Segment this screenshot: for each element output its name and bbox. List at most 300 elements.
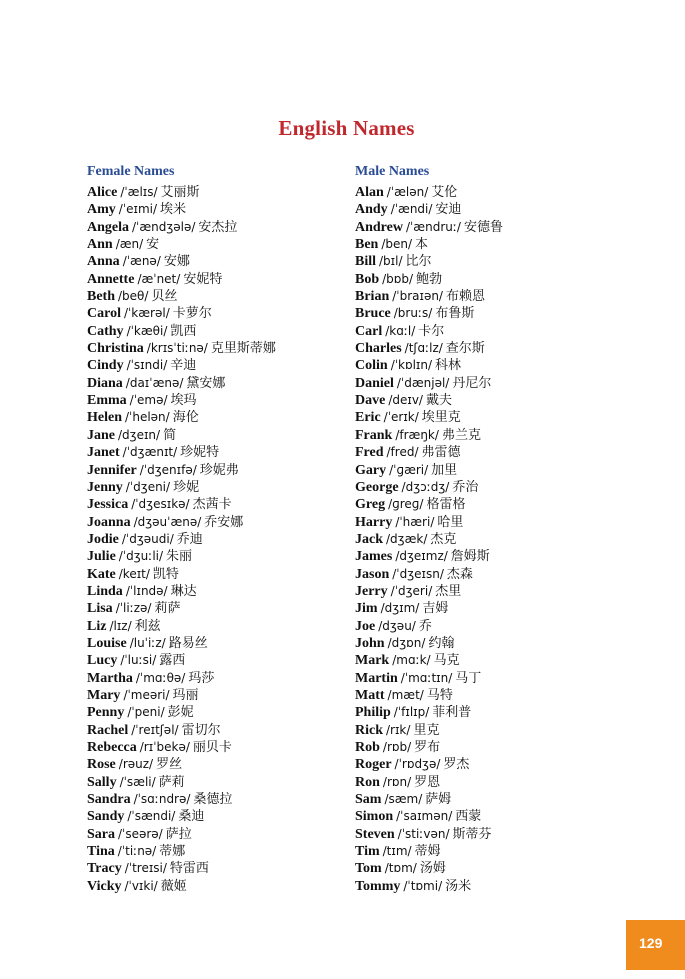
name-chinese: 萨莉 (158, 774, 185, 790)
name-entry (355, 704, 503, 721)
name-entry (355, 444, 503, 461)
name-chinese: 珍妮特 (180, 445, 220, 461)
name-chinese: 斯蒂芬 (452, 826, 492, 842)
name-word: Rachel (87, 722, 129, 738)
name-pronunciation: /dʒɒn/ (387, 635, 426, 650)
name-word: Philip (355, 705, 391, 721)
name-entry (355, 236, 503, 253)
name-pronunciation: /bruːs/ (393, 306, 433, 321)
name-pronunciation: /ˈdænjəl/ (396, 375, 450, 390)
name-chinese: 艾丽斯 (160, 185, 200, 200)
name-chinese: 杰茜卡 (192, 497, 232, 513)
name-chinese: 安娜 (163, 254, 190, 270)
name-entry (87, 826, 276, 843)
name-entry (87, 462, 276, 479)
name-pronunciation: /ˈtɒmi/ (403, 878, 443, 893)
name-pronunciation: /ˈdʒeni/ (125, 479, 171, 494)
name-word: Sandy (87, 809, 125, 825)
name-pronunciation: /mɑːk/ (392, 653, 431, 668)
male-names-list (355, 184, 503, 895)
female-names-list (87, 184, 276, 895)
name-entry (355, 808, 503, 825)
name-pronunciation: /ˈkærəl/ (123, 306, 170, 321)
name-word: Rick (355, 722, 383, 738)
name-entry (355, 288, 503, 305)
name-entry (355, 843, 503, 860)
name-chinese: 罗杰 (443, 757, 470, 773)
name-entry (87, 791, 276, 808)
name-chinese: 乔安娜 (204, 514, 244, 530)
name-word: Jerry (355, 583, 388, 599)
name-word: Jane (87, 427, 115, 443)
name-word: Simon (355, 809, 394, 825)
name-entry (87, 288, 276, 305)
name-word: Sally (87, 774, 117, 790)
name-pronunciation: /ˈdʒenɪfə/ (139, 462, 197, 477)
name-pronunciation: /æn/ (115, 237, 144, 252)
name-entry (87, 548, 276, 565)
name-chinese: 利兹 (134, 618, 161, 634)
name-chinese: 琳达 (170, 583, 197, 599)
name-word: Emma (87, 393, 127, 409)
name-chinese: 吉姆 (422, 601, 449, 617)
name-entry (355, 860, 503, 877)
name-entry (87, 357, 276, 374)
name-entry (355, 652, 503, 669)
name-chinese: 里克 (413, 722, 440, 738)
name-chinese: 罗丝 (156, 757, 183, 773)
name-chinese: 桑迪 (178, 809, 205, 825)
name-pronunciation: /dʒɪm/ (380, 601, 420, 616)
name-chinese: 杰克 (430, 531, 457, 547)
name-pronunciation: /ˈpeni/ (127, 705, 165, 720)
name-entry (87, 722, 276, 739)
name-word: Tina (87, 844, 115, 860)
name-chinese: 彭妮 (167, 705, 194, 721)
name-word: Julie (87, 549, 116, 565)
name-word: Diana (87, 375, 123, 391)
name-word: Joanna (87, 514, 131, 530)
name-chinese: 罗布 (414, 740, 441, 755)
name-entry (355, 548, 503, 565)
name-pronunciation: /dʒəuˈænə/ (133, 514, 202, 529)
name-entry (355, 184, 503, 201)
name-pronunciation: /ˈliːzə/ (115, 601, 152, 616)
name-pronunciation: /ˈændʒələ/ (132, 219, 196, 234)
name-word: Ann (87, 237, 113, 253)
name-pronunciation: /ˈeɪmi/ (118, 202, 158, 217)
name-pronunciation: /mæt/ (387, 687, 424, 702)
name-entry (87, 236, 276, 253)
name-chinese: 雷切尔 (181, 722, 221, 738)
name-pronunciation: /ˈvɪki/ (124, 878, 158, 893)
name-entry (87, 392, 276, 409)
name-word: Alan (355, 185, 384, 200)
name-pronunciation: /ˈsændi/ (127, 809, 176, 824)
name-chinese: 詹姆斯 (450, 549, 490, 565)
name-chinese: 卡萝尔 (172, 306, 212, 322)
name-entry (355, 392, 503, 409)
name-entry (355, 340, 503, 357)
name-chinese: 安杰拉 (198, 219, 238, 235)
name-word: Ron (355, 774, 380, 790)
name-entry (355, 878, 503, 895)
name-chinese: 弗雷德 (421, 445, 461, 461)
name-entry (87, 687, 276, 704)
name-pronunciation: /ˈbraɪən/ (392, 289, 443, 304)
name-pronunciation: /rəuz/ (118, 757, 154, 772)
name-chinese: 桑德拉 (193, 792, 233, 808)
name-chinese: 安 (146, 237, 160, 253)
name-entry (355, 375, 503, 392)
name-pronunciation: /sæm/ (384, 792, 423, 807)
page-title: English Names (278, 116, 415, 140)
name-entry (87, 652, 276, 669)
name-word: Tom (355, 861, 382, 877)
name-entry (87, 808, 276, 825)
name-word: Mark (355, 653, 390, 669)
name-pronunciation: /ˈsɑːndrə/ (133, 792, 191, 807)
name-pronunciation: /fred/ (386, 445, 419, 460)
name-word: Helen (87, 410, 122, 426)
name-pronunciation: /tʃɑːlz/ (404, 341, 443, 356)
name-chinese: 弗兰克 (441, 427, 481, 443)
name-entry (355, 462, 503, 479)
name-chinese: 路易丝 (168, 635, 208, 651)
name-entry (87, 739, 276, 756)
name-pronunciation: /ˈrɒdʒə/ (394, 757, 441, 772)
male-names-column (355, 162, 503, 895)
name-pronunciation: /ɡreɡ/ (388, 497, 424, 512)
name-pronunciation: /ˈhelən/ (125, 410, 170, 425)
name-entry (87, 427, 276, 444)
name-chinese: 辛迪 (170, 358, 197, 374)
name-word: Louise (87, 635, 127, 651)
name-entry (355, 739, 503, 756)
name-word: Colin (355, 358, 388, 374)
name-chinese: 比尔 (405, 254, 432, 270)
name-word: Sandra (87, 792, 131, 808)
name-entry (87, 271, 276, 288)
page-number-badge (626, 920, 685, 970)
name-chinese: 本 (415, 237, 429, 253)
name-entry (87, 305, 276, 322)
name-entry (355, 219, 503, 236)
name-pronunciation: /daɪˈænə/ (125, 375, 184, 390)
name-entry (87, 618, 276, 635)
name-chinese: 罗恩 (414, 774, 441, 790)
name-word: Brian (355, 289, 390, 305)
name-entry (87, 219, 276, 236)
name-pronunciation: /ˈdʒeɪsn/ (392, 566, 444, 581)
name-word: Penny (87, 705, 125, 721)
name-pronunciation: /ˈkæθi/ (126, 323, 168, 338)
name-word: Vicky (87, 878, 122, 894)
name-pronunciation: /ˈkɒlɪn/ (390, 358, 433, 373)
name-entry (87, 670, 276, 687)
name-word: Janet (87, 445, 120, 461)
name-word: Liz (87, 618, 107, 634)
name-entry (355, 201, 503, 218)
name-chinese: 特雷西 (169, 861, 209, 877)
name-pronunciation: /ˈændi/ (390, 202, 433, 217)
name-word: Jenny (87, 479, 123, 495)
name-entry (87, 375, 276, 392)
name-chinese: 安迪 (435, 202, 462, 218)
name-entry (355, 722, 503, 739)
name-entry (87, 323, 276, 340)
name-pronunciation: /dʒəu/ (378, 618, 416, 633)
name-chinese: 珍妮弗 (199, 462, 239, 478)
name-pronunciation: /ˈdʒeri/ (390, 583, 433, 598)
name-word: Amy (87, 202, 116, 218)
name-pronunciation: /ˈdʒəudi/ (121, 531, 174, 546)
name-entry (87, 479, 276, 496)
name-chinese: 玛丽 (172, 687, 199, 703)
name-word: Martha (87, 670, 133, 686)
name-chinese: 马克 (433, 653, 460, 669)
name-word: Roger (355, 757, 392, 773)
name-word: John (355, 635, 385, 651)
name-word: Steven (355, 826, 395, 842)
name-pronunciation: /ˈseərə/ (118, 826, 163, 841)
name-entry (355, 600, 503, 617)
name-pronunciation: /deɪv/ (388, 393, 423, 408)
name-pronunciation: /ˈændruː/ (405, 219, 461, 234)
name-word: Kate (87, 566, 116, 582)
name-entry (87, 583, 276, 600)
name-entry (87, 201, 276, 218)
name-chinese: 西蒙 (455, 809, 482, 825)
name-chinese: 查尔斯 (445, 341, 485, 357)
name-entry (87, 704, 276, 721)
name-word: Rose (87, 757, 116, 773)
name-pronunciation: /rɪk/ (386, 722, 411, 737)
name-word: Andy (355, 202, 388, 218)
name-word: Gary (355, 462, 387, 478)
name-chinese: 黛安娜 (186, 375, 226, 391)
name-entry (355, 670, 503, 687)
female-names-column (87, 162, 276, 895)
name-chinese: 戴夫 (425, 393, 452, 409)
name-pronunciation: /ˈluːsi/ (120, 653, 157, 668)
name-chinese: 萨姆 (425, 792, 452, 808)
name-pronunciation: /tɪm/ (382, 844, 412, 859)
name-chinese: 安妮特 (183, 271, 223, 287)
name-entry (355, 531, 503, 548)
name-word: Frank (355, 427, 393, 443)
name-word: Mary (87, 687, 121, 703)
name-pronunciation: /lɪz/ (109, 618, 132, 633)
name-entry (355, 618, 503, 635)
name-chinese: 凯特 (152, 566, 179, 582)
name-entry (355, 323, 503, 340)
name-pronunciation: /rɒb/ (382, 740, 412, 754)
name-entry (355, 357, 503, 374)
name-chinese: 马丁 (455, 670, 482, 686)
name-entry (87, 184, 276, 201)
name-pronunciation: /tɒm/ (384, 861, 417, 876)
name-entry (355, 791, 503, 808)
name-word: Ben (355, 237, 379, 253)
name-pronunciation: /ˈsæli/ (119, 774, 156, 789)
name-pronunciation: /ˈænə/ (122, 254, 161, 269)
name-chinese: 哈里 (437, 514, 464, 530)
name-chinese: 埃玛 (170, 393, 197, 409)
name-word: Cathy (87, 323, 124, 339)
name-pronunciation: /ˈlɪndə/ (125, 583, 168, 598)
name-chinese: 简 (163, 427, 177, 443)
name-word: Matt (355, 687, 385, 703)
name-word: Lisa (87, 601, 113, 617)
name-entry (87, 496, 276, 513)
name-word: Bob (355, 271, 380, 287)
name-word: Carl (355, 323, 383, 339)
name-chinese: 薇姬 (160, 878, 187, 894)
name-chinese: 莉萨 (154, 601, 181, 617)
name-word: Andrew (355, 219, 403, 235)
name-chinese: 丹尼尔 (452, 375, 492, 391)
name-entry (87, 600, 276, 617)
name-chinese: 布鲁斯 (435, 306, 475, 322)
name-word: Angela (87, 219, 129, 235)
name-pronunciation: /ˈdʒuːli/ (118, 549, 164, 564)
name-word: Christina (87, 341, 144, 357)
name-word: Charles (355, 341, 402, 357)
name-entry (87, 253, 276, 270)
name-pronunciation: /ˈtiːnə/ (117, 844, 157, 859)
name-word: Linda (87, 583, 123, 599)
name-chinese: 科林 (435, 358, 462, 374)
name-chinese: 贝丝 (151, 289, 178, 305)
name-chinese: 埃里克 (421, 410, 461, 426)
name-pronunciation: /ˈmɑːtɪn/ (400, 670, 453, 685)
name-pronunciation: /ˈtreɪsi/ (124, 861, 167, 876)
name-word: Alice (87, 185, 118, 200)
name-entry (355, 687, 503, 704)
name-pronunciation: /ˈsaɪmən/ (396, 809, 453, 824)
name-word: Beth (87, 289, 115, 305)
name-entry (355, 826, 503, 843)
name-pronunciation: /bɪl/ (379, 254, 403, 269)
name-chinese: 珍妮 (173, 479, 200, 495)
name-word: Cindy (87, 358, 124, 374)
name-pronunciation: /ˈsɪndi/ (126, 358, 168, 373)
name-pronunciation: /ˈstiːvən/ (397, 826, 450, 841)
name-chinese: 乔迪 (176, 531, 203, 547)
name-entry (355, 756, 503, 773)
name-pronunciation: /ˈemə/ (129, 393, 168, 408)
name-pronunciation: /fræŋk/ (395, 427, 439, 442)
name-entry (87, 756, 276, 773)
female-names-heading: Female Names (87, 164, 175, 179)
name-entry (87, 409, 276, 426)
name-chinese: 蒂娜 (159, 844, 186, 860)
name-chinese: 萨拉 (165, 826, 192, 842)
name-chinese: 艾伦 (431, 185, 458, 200)
name-pronunciation: /ˈælɪs/ (120, 185, 158, 199)
name-word: Harry (355, 514, 393, 530)
name-word: Tim (355, 844, 380, 860)
name-entry (87, 340, 276, 357)
name-pronunciation: /ˈhæri/ (395, 514, 435, 529)
name-chinese: 马特 (426, 687, 453, 703)
name-chinese: 乔 (418, 618, 432, 634)
name-word: Tracy (87, 861, 122, 877)
name-entry (355, 427, 503, 444)
name-word: Annette (87, 271, 135, 287)
name-chinese: 埃米 (160, 202, 187, 218)
name-chinese: 汤姆 (419, 861, 446, 877)
name-entry (355, 479, 503, 496)
name-pronunciation: /beθ/ (118, 289, 149, 304)
name-word: Sara (87, 826, 115, 842)
name-chinese: 朱丽 (166, 549, 193, 565)
name-entry (355, 271, 503, 288)
name-chinese: 约翰 (428, 635, 455, 651)
name-word: Bruce (355, 306, 391, 322)
name-word: Greg (355, 497, 386, 513)
name-entry (355, 514, 503, 531)
name-chinese: 玛莎 (188, 670, 215, 686)
name-pronunciation: /keɪt/ (118, 566, 150, 581)
name-word: James (355, 549, 393, 565)
name-word: Eric (355, 410, 381, 426)
name-word: George (355, 479, 399, 495)
name-entry (87, 531, 276, 548)
name-pronunciation: /bɒb/ (382, 271, 414, 286)
name-pronunciation: /luˈiːz/ (129, 635, 166, 650)
name-chinese: 杰森 (446, 566, 473, 582)
name-entry (87, 878, 276, 895)
name-pronunciation: /ˈɡæri/ (389, 462, 429, 477)
name-pronunciation: /dʒæk/ (386, 531, 428, 546)
name-chinese: 安德鲁 (463, 219, 503, 235)
name-chinese: 加里 (431, 462, 458, 478)
name-pronunciation: /ˈerɪk/ (383, 410, 419, 425)
name-word: Jodie (87, 531, 119, 547)
name-pronunciation: /krɪsˈtiːnə/ (146, 341, 208, 356)
name-word: Jessica (87, 497, 129, 513)
name-pronunciation: /dʒeɪmz/ (395, 549, 448, 564)
name-word: Rob (355, 740, 380, 755)
name-chinese: 凯西 (170, 323, 197, 339)
name-entry (87, 774, 276, 791)
name-entry (355, 305, 503, 322)
name-word: Daniel (355, 375, 394, 391)
name-chinese: 菲利普 (432, 705, 472, 721)
name-pronunciation: /ˈfɪlɪp/ (393, 705, 430, 720)
name-pronunciation: /ˈælən/ (386, 185, 429, 199)
name-word: Tommy (355, 878, 401, 894)
name-chinese: 乔治 (452, 479, 479, 495)
name-chinese: 汤米 (445, 878, 472, 894)
name-chinese: 卡尔 (418, 323, 445, 339)
name-word: Jennifer (87, 462, 137, 478)
name-word: Fred (355, 445, 384, 461)
name-entry (87, 566, 276, 583)
name-pronunciation: /ˈdʒænɪt/ (122, 445, 178, 460)
name-entry (355, 774, 503, 791)
name-entry (355, 253, 503, 270)
name-entry (355, 566, 503, 583)
name-pronunciation: /ˈdʒesɪkə/ (131, 497, 190, 512)
name-word: Rebecca (87, 740, 137, 755)
name-chinese: 杰里 (435, 583, 462, 599)
name-word: Bill (355, 254, 377, 270)
name-pronunciation: /ˈreɪtʃəl/ (131, 722, 179, 737)
name-chinese: 蒂姆 (414, 844, 441, 860)
